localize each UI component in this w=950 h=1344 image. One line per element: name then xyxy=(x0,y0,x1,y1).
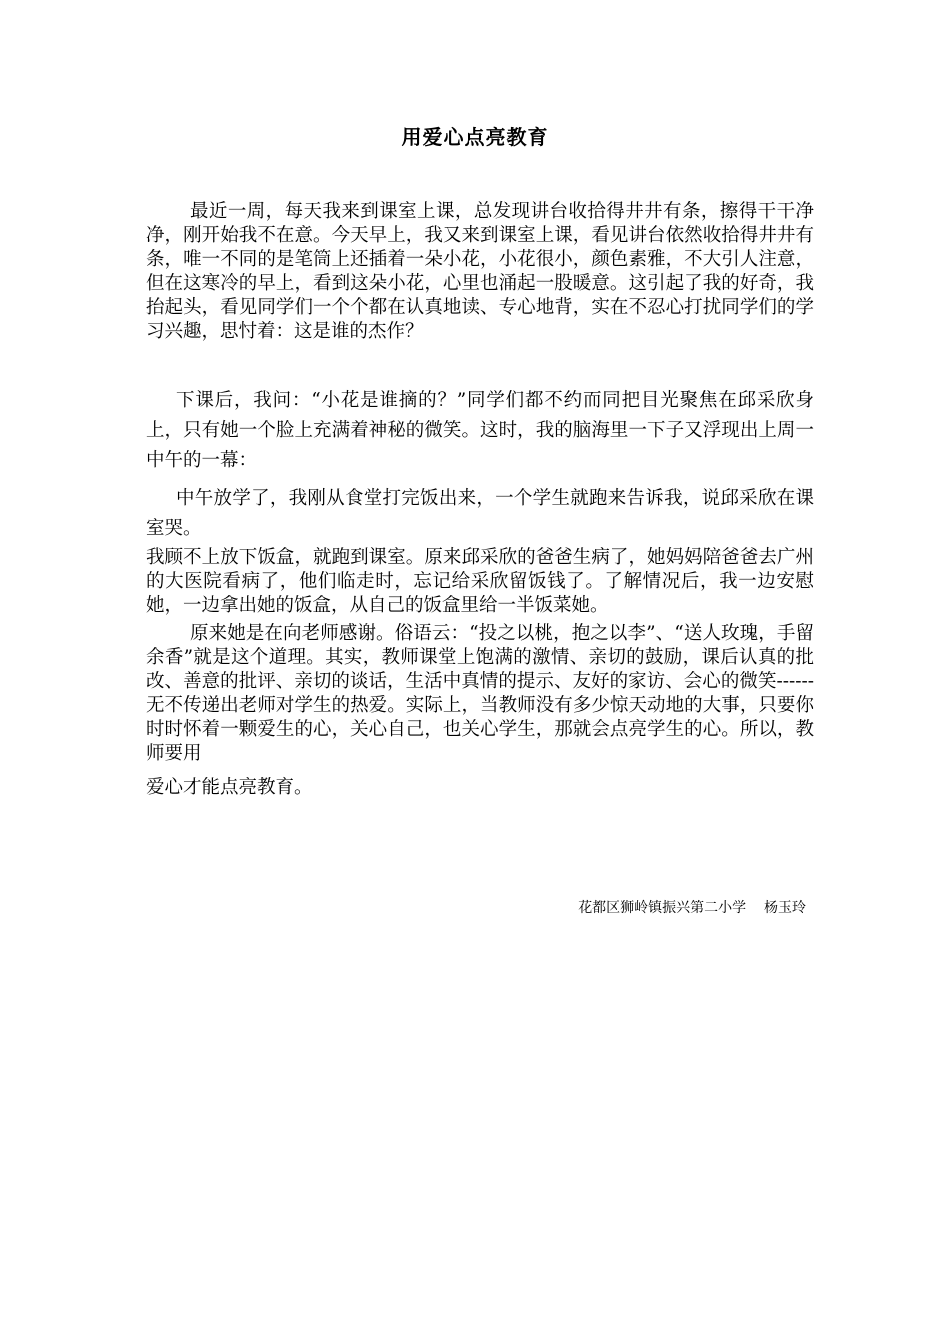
paragraph-2: 下课后，我问：“小花是谁摘的？”同学们都不约而同把目光聚焦在邱采欣身上，只有她一个脸上充满着神秘的微笑。这时，我的脑海里一下子又浮现出上周一中午的一幕： xyxy=(146,390,814,471)
paragraph-3: 中午放学了，我刚从食堂打完饭出来，一个学生就跑来告诉我，说邱采欣在课室哭。 xyxy=(146,488,814,539)
paragraph-1: 最近一周，每天我来到课室上课，总发现讲台收拾得井井有条，擦得干干净净，刚开始我不在意。今天早上，我又来到课室上课，看见讲台依然收拾得井井有条，唯一不同的是笔筒上还插着一朵小花，小花很小，颜色素雅，不大引人注意，但在这寒冷的早上，看到这朵小花，心里也涌起一股暖意。这引起了我的好奇，我抬起头，看见同学们一个个都在认真地读、专心地背，实在不忍心打扰同学们的学习兴趣，思忖着：这是谁的杰作？ xyxy=(146,201,814,342)
paragraph-4: 原来她是在向老师感谢。俗语云：“投之以桃，抱之以李”、“送人玫瑰，手留余香”就是这个道理。其实，教师课堂上饱满的激情、亲切的鼓励，课后认真的批改、善意的批评、亲切的谈话，生活中真情的提示、友好的家访、会心的微笑------无不传递出老师对学生的热爱。实际上，当教师没有多少惊天动地的大事，只要你时时怀着一颗爱生的心，关心自己，也关心学生，那就会点亮学生的心。所以，教师要用 xyxy=(146,623,814,764)
paragraph-3-continued: 我顾不上放下饭盒，就跑到课室。原来邱采欣的爸爸生病了，她妈妈陪爸爸去广州的大医院看病了，他们临走时，忘记给采欣留饭钱了。了解情况后，我一边安慰她，一边拿出她的饭盒，从自己的饭盒里给一半饭菜她。 xyxy=(146,547,814,616)
author-signature: 花都区狮岭镇振兴第二小学 杨玉玲 xyxy=(578,900,806,916)
paragraph-4-continued: 爱心才能点亮教育。 xyxy=(146,777,313,798)
document-title: 用爱心点亮教育 xyxy=(401,125,549,149)
